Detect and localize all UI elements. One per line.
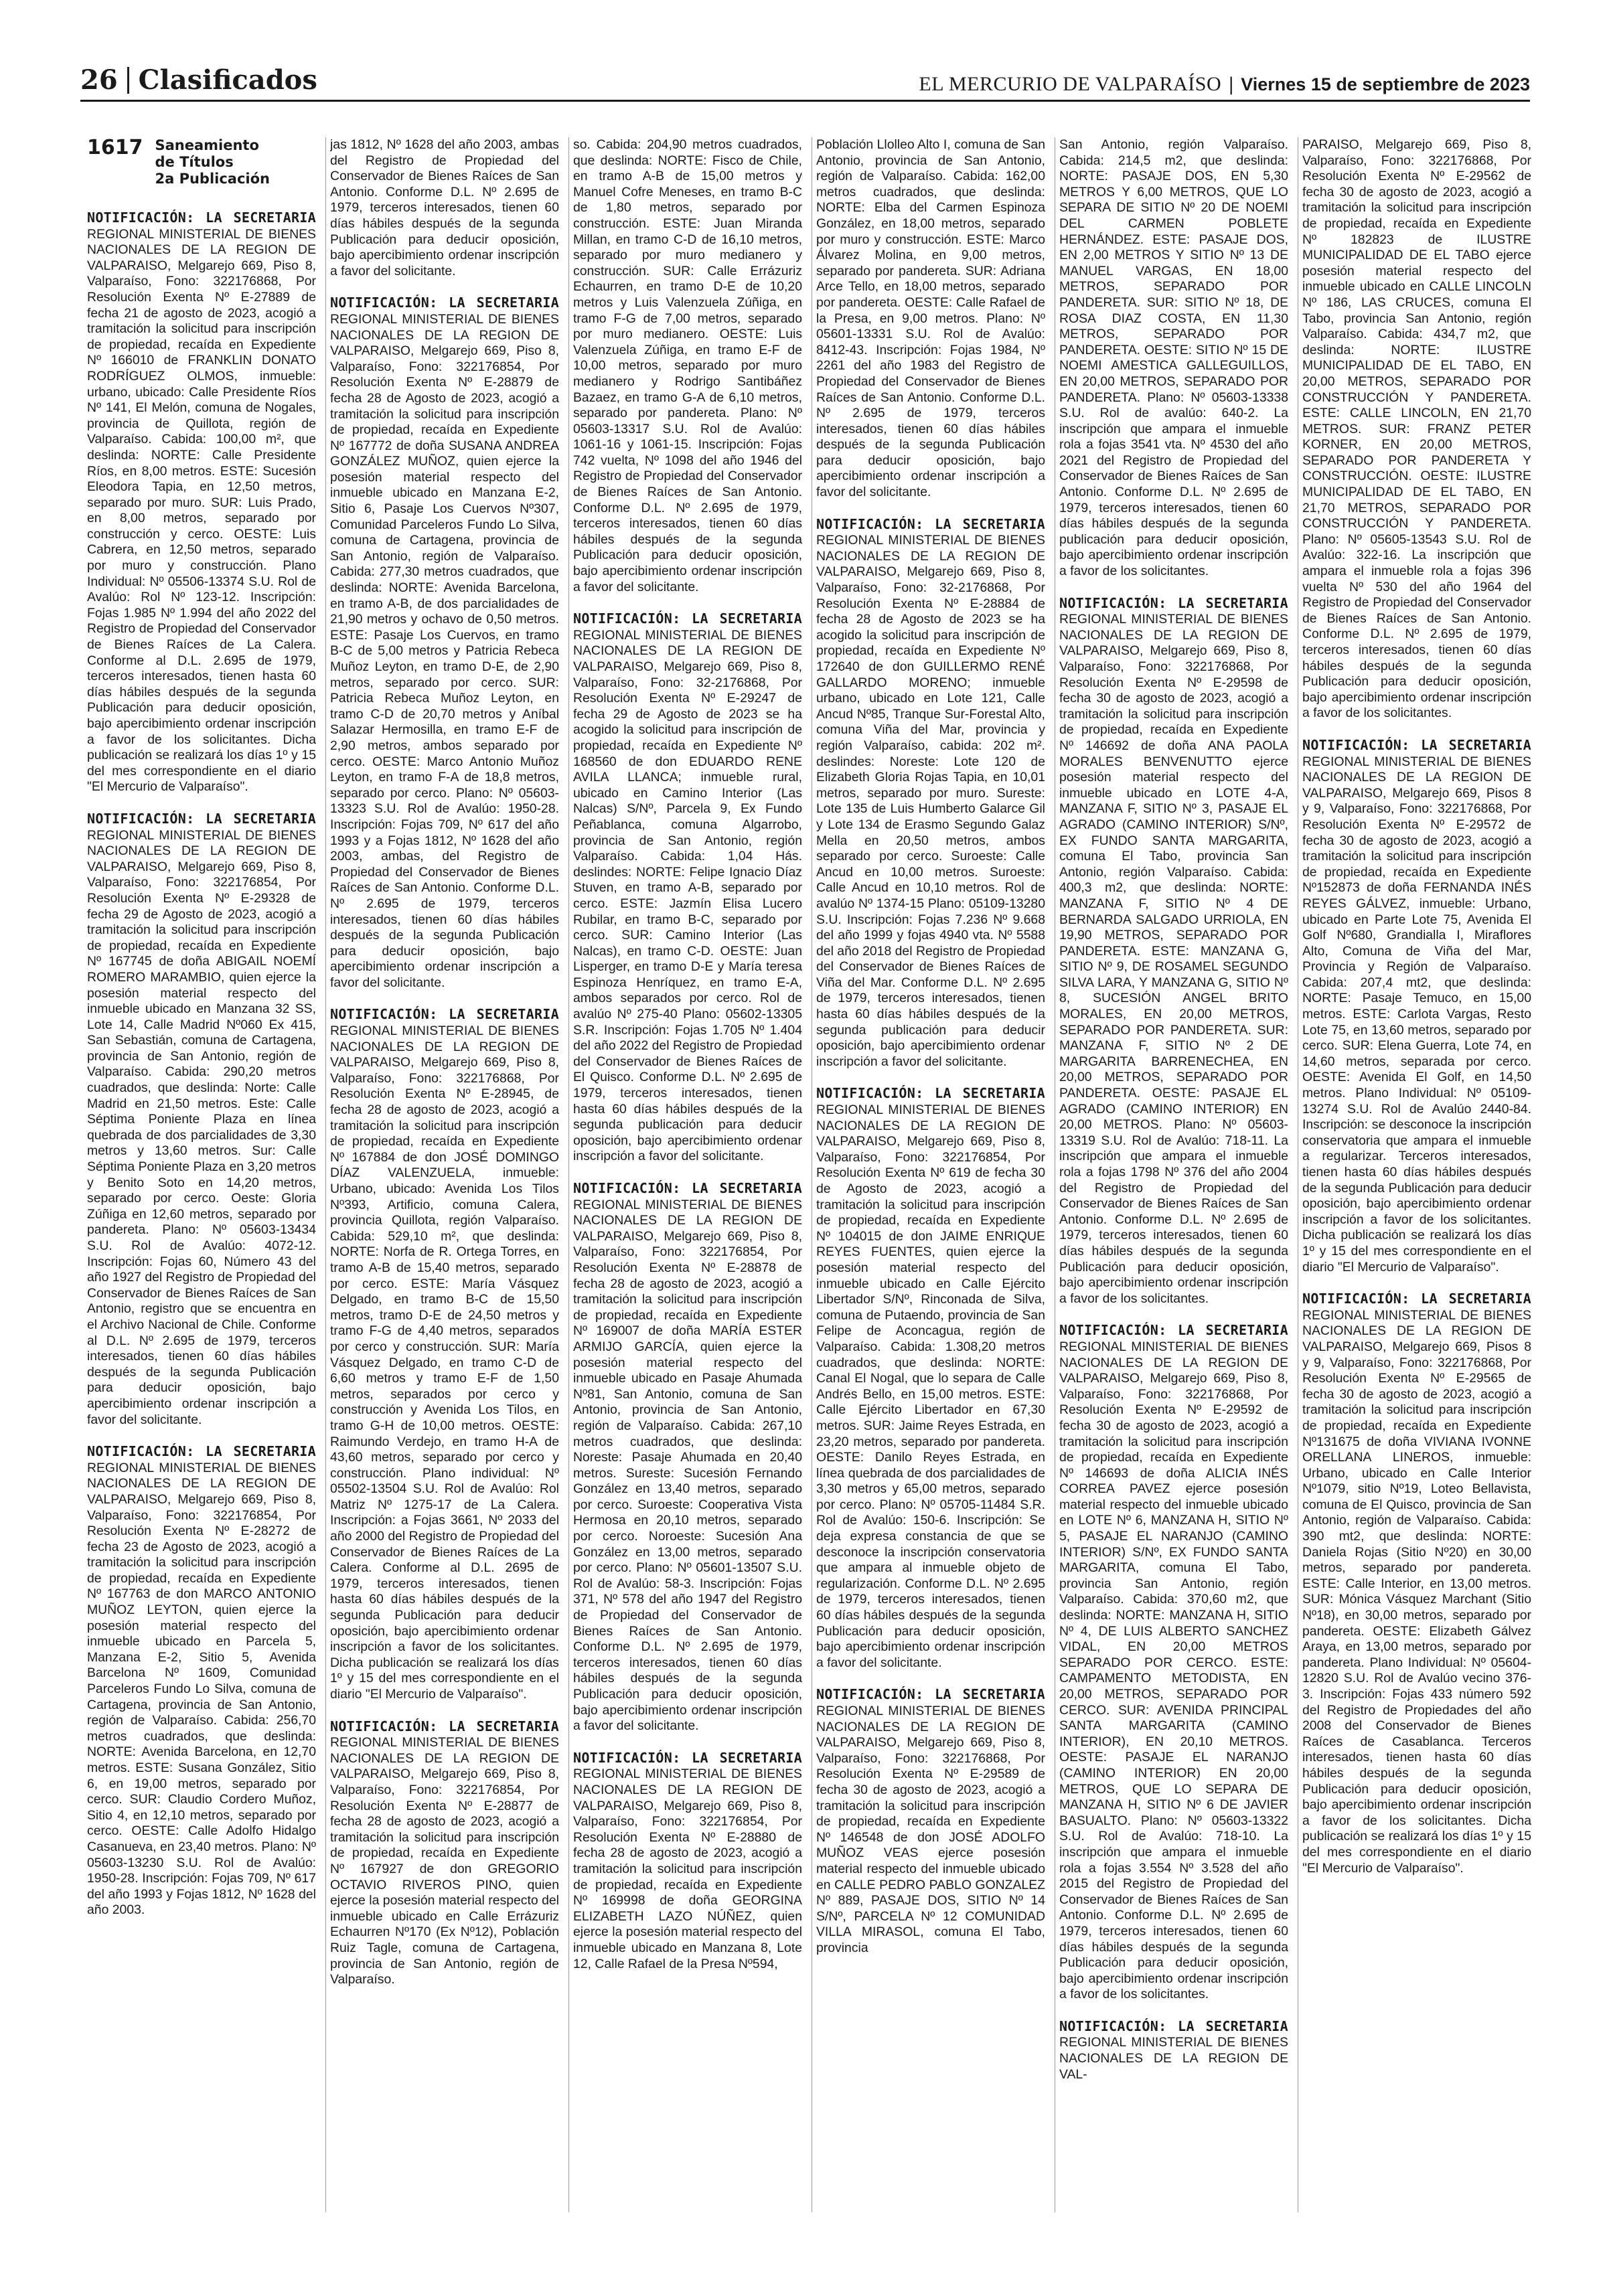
- column-1: [87, 137, 316, 2212]
- page-masthead: [80, 62, 1530, 102]
- notice-text: REGIONAL MINISTERIAL DE BIENES NACIONALES DE LA REGION DE VALPARAISO, Melgarejo 669, Piso 8, Valparaíso, Fono: 322176868, Por Resolución Exenta Nº E-29598 de fecha 30 de agosto de 2023, acogió a tramitación la solicitud para inscripción de propiedad, recaída en Expediente Nº 146692 de doña ANA PAOLA MORALES BENVENUTTO ejerce posesión material respecto del inmueble ubicado en LOTE 4-A, MANZANA F, SITIO Nº 3, PASAJE EL AGRADO (CAMINO INTERIOR) S/Nº, EX FUNDO SANTA MARGARITA, comuna El Tabo, provincia San Antonio, región Valparaíso. Cabida: 400,3 m2, que deslinda: NORTE: MANZANA F, SITIO Nº 4 DE BERNARDA SALGADO URRIOLA, EN 19,90 METROS, SEPARADO POR PANDERETA. ESTE: MANZANA G, SITIO Nº 9, DE ROSAMEL SEGUNDO SILVA LARA, Y MANZANA G, SITIO Nº 8, SUCESIÓN ANGEL BRITO MORALES, EN 20,00 METROS, SEPARADO POR PANDERETA. SUR: MANZANA F, SITIO Nº 2 DE MARGARITA BARRENECHEA, EN 20,00 METROS, SEPARADO POR PANDERETA. OESTE: PASAJE EL AGRADO (CAMINO INTERIOR) EN 20,00 METROS. Plano: Nº 05603-13319 S.U. Rol de Avalúo: 718-11. La inscripción que ampara el inmueble rola a fojas 1798 Nº 376 del año 2004 del Registro de Propiedad del Conservador de Bienes Raíces de San Antonio. Conforme D.L. Nº 2.695 de 1979, terceros interesados, tienen 60 días hábiles después de la segunda Publicación para deducir oposición, bajo apercibimiento ordenar inscripción a favor de los solicitantes.: [1059, 612, 1288, 1306]
- notice: [816, 517, 1045, 1070]
- notice-text: REGIONAL MINISTERIAL DE BIENES NACIONALES DE LA REGION DE VALPARAISO, Melgarejo 669, Piso 8, Valparaíso, Fono: 322176854, Por Resolución Exenta Nº E-28877 de fecha 28 de agosto de 2023, acogió a tramitación la solicitud para inscripción de propiedad, recaída en Expediente Nº 167927 de don GREGORIO OCTAVIO RIVEROS PINO, quien ejerce la posesión material respecto del inmueble ubicado en Calle Errázuriz Echaurren Nº170 (Ex Nº12), Población Ruiz Tagle, comuna de Cartagena, provincia de San Antonio, región de Valparaíso.: [330, 1735, 559, 1987]
- notice: [573, 137, 802, 595]
- notice-text: REGIONAL MINISTERIAL DE BIENES NACIONALES DE LA REGION DE VALPARAISO, Melgarejo 669, Piso 8, Valparaíso, Fono: 322176868, Por Resolución Exenta Nº E-28945, de fecha 28 de agosto de 2023, acogió a tramitación la solicitud para inscripción de propiedad, recaída en Expediente Nº 167884 de don JOSÉ DOMINGO DÍAZ VALENZUELA, inmueble: Urbano, ubicado: Avenida Los Tilos Nº393, Artificio, comuna Calera, provincia Quillota, región Valparaíso. Cabida: 529,10 m², que deslinda: NORTE: Norfa de R. Ortega Torres, en tramo A-B de 15,40 metros, separado por cerco. ESTE: María Vásquez Delgado, en tramo B-C de 15,50 metros, tramo D-E de 24,50 metros y tramo F-G de 4,40 metros, separados por cerco y construcción. SUR: María Vásquez Delgado, en tramo C-D de 6,60 metros y tramo E-F de 1,50 metros, separados por cerco y construcción y Avenida Los Tilos, en tramo G-H de 10,00 metros. OESTE: Raimundo Verdejo, en tramo H-A de 43,60 metros, separado por cerco y construcción. Plano individual: Nº 05502-13504 S.U. Rol de Avalúo: Rol Matriz Nº 1275-17 de La Calera. Inscripción: a Fojas 3661, Nº 2033 del año 2000 del Registro de Propiedad del Conservador de Bienes Raíces de La Calera. Conforme al D.L. 2695 de 1979, terceros interesados, tienen hasta 60 días hábiles después de la segunda Publicación para deducir oposición, bajo apercibimiento ordenar inscripción a favor de los solicitantes. Dicha publicación se realizará los días 1º y 15 del mes correspondiente en el diario "El Mercurio de Valparaíso".: [330, 1023, 559, 1702]
- notice-heading: NOTIFICACIÓN: LA SECRETARIA: [87, 210, 316, 226]
- notice-heading: NOTIFICACIÓN: LA SECRETARIA: [573, 1180, 802, 1196]
- column-4: [816, 137, 1045, 2212]
- category-subtitle: 2a Publicación: [155, 171, 271, 187]
- masthead-divider: [127, 67, 129, 94]
- section-title: Clasificados: [138, 64, 317, 96]
- notice-heading: NOTIFICACIÓN: LA SECRETARIA: [573, 610, 802, 627]
- page-number: 26: [80, 64, 118, 96]
- notice-heading: NOTIFICACIÓN: LA SECRETARIA: [1059, 2018, 1288, 2034]
- notice: [1059, 1323, 1288, 2003]
- notice: [87, 811, 316, 1428]
- column-3: [573, 137, 802, 2212]
- notice: [1059, 596, 1288, 1307]
- notice-text: REGIONAL MINISTERIAL DE BIENES NACIONALES DE LA REGION DE VALPARAISO, Melgarejo 669, Pisos 8 y 9, Valparaíso, Fono: 322176868, Por Resolución Exenta Nº E-29572 de fecha 30 de agosto de 2023, acogió a tramitación la solicitud para inscripción de propiedad, recaída en Expediente Nº152873 de doña FERNANDA INÉS REYES GÁLVEZ, inmueble: Urbano, ubicado en Parte Lote 75, Avenida El Golf Nº680, Grandialla I, Miraflores Alto, Comuna de Viña del Mar, Provincia y Región de Valparaíso. Cabida: 207,4 mt2, que deslinda: NORTE: Pasaje Temuco, en 15,00 metros. ESTE: Carlota Vargas, Resto Lote 75, en 13,60 metros, separado por cerco. SUR: Elena Guerra, Lote 74, en 14,60 metros, separada por cerco. OESTE: Avenida El Golf, en 14,50 metros. Plano Individual: Nº 05109-13274 S.U. Rol de Avalúo 2440-84. Inscripción: se desconoce la inscripción conservatoria que ampara el inmueble a regularizar. Terceros interesados, tienen hasta 60 días hábiles después de la segunda Publicación para deducir oposición, bajo apercibimiento ordenar inscripción a favor de los solicitantes. Dicha publicación se realizará los días 1º y 15 del mes correspondiente en el diario "El Mercurio de Valparaíso".: [1302, 754, 1531, 1275]
- column-5: [1059, 137, 1288, 2212]
- notice-heading: NOTIFICACIÓN: LA SECRETARIA: [330, 295, 559, 311]
- masthead-left: [80, 64, 317, 96]
- column-divider: [568, 137, 569, 2212]
- notice-text: REGIONAL MINISTERIAL DE BIENES NACIONALES DE LA REGION DE VALPARAISO, Melgarejo 669, Piso 8, Valparaíso, Fono: 322176854, Por Resolución Exenta Nº E-29328 de fecha 29 de Agosto de 2023, acogió a tramitación la solicitud para inscripción de propiedad, recaída en Expediente Nº 167745 de doña ABIGAIL NOEMÍ ROMERO MARAMBIO, quien ejerce la posesión material respecto del inmueble ubicado en Manzana 32 SS, Lote 14, Calle Madrid Nº060 Ex 415, San Sebastián, comuna de Cartagena, provincia de San Antonio, región de Valparaíso. Cabida: 290,20 metros cuadrados, que deslinda: Norte: Calle Madrid en 21,50 metros. Este: Calle Séptima Poniente Plaza en línea quebrada de dos parcialidades de 3,30 metros y 13,60 metros. Sur: Calle Séptima Poniente Plaza en 3,20 metros y Benito Soto en 14,20 metros, separado por cerco. Oeste: Gloria Zúñiga en 12,60 metros, separado por pandereta. Plano: Nº 05603-13434 S.U. Rol de Avalúo: 4072-12. Inscripción: Fojas 60, Número 43 del año 1927 del Registro de Propiedad del Conservador de Bienes Raíces de San Antonio, registro que se encuentra en el Archivo Nacional de Chile. Conforme al D.L. Nº 2.695 de 1979, terceros interesados, tienen 60 días hábiles después de la segunda Publicación para deducir oposición, bajo apercibimiento ordenar inscripción a favor del solicitante.: [87, 827, 316, 1427]
- masthead-bar: |: [1228, 74, 1235, 95]
- notice-heading: NOTIFICACIÓN: LA SECRETARIA: [330, 1718, 559, 1734]
- notice-heading: NOTIFICACIÓN: LA SECRETARIA: [87, 1443, 316, 1460]
- classifieds-columns: [87, 137, 1530, 2212]
- notice-text: REGIONAL MINISTERIAL DE BIENES NACIONALES DE LA REGION DE VALPARAISO, Melgarejo 669, Piso 8, Valparaíso, Fono: 322176854, Por Resolución Exenta Nº E-28879 de fecha 28 de Agosto de 2023, acogió a tramitación la solicitud para inscripción de propiedad, recaída en Expediente Nº 167772 de doña SUSANA ANDREA GONZÁLEZ MUÑOZ, quien ejerce la posesión material respecto del inmueble ubicado en Manzana E-2, Sitio 6, Pasaje Los Cuervos Nº307, Comunidad Parceleros Fundo Lo Silva, comuna de Cartagena, provincia de San Antonio, región de Valparaíso. Cabida: 277,30 metros cuadrados, que deslinda: NORTE: Avenida Barcelona, en tramo A-B, de dos parcialidades de 21,90 metros y ochavo de 0,50 metros. ESTE: Pasaje Los Cuervos, en tramo B-C de 5,00 metros y Patricia Rebeca Muñoz Leyton, en tramo D-E, de 2,90 metros, separado por cerco. SUR: Patricia Rebeca Muñoz Leyton, en tramo C-D de 20,70 metros y Aníbal Salazar Hermosilla, en tramo E-F de 2,90 metros, ambos separado por cerco. OESTE: Marco Antonio Muñoz Leyton, en tramo F-A de 18,8 metros, separado por cerco. Plano: Nº 05603-13323 S.U. Rol de Avalúo: 1950-28. Inscripción: Fojas 709, Nº 617 del año 1993 y a Fojas 1812, Nº 1628 del año 2003, ambas, del Registro de Propiedad del Conservador de Bienes Raíces de San Antonio. Conforme D.L. Nº 2.695 de 1979, terceros interesados, tienen 60 días hábiles después de la segunda Publicación para deducir oposición, bajo apercibimiento ordenar inscripción a favor del solicitante.: [330, 311, 559, 990]
- notice-heading: NOTIFICACIÓN: LA SECRETARIA: [816, 1686, 1045, 1703]
- notice-heading: NOTIFICACIÓN: LA SECRETARIA: [1302, 736, 1531, 753]
- notice: [573, 611, 802, 1165]
- notice-text: REGIONAL MINISTERIAL DE BIENES NACIONALES DE LA REGION DE VALPARAISO, Melgarejo 669, Piso 8, Valparaíso, Fono: 32-2176868, Por Resolución Exenta Nº E-29247 de fecha 29 de Agosto de 2023 se ha acogido la solicitud para inscripción de propiedad, recaída en Expediente Nº 168560 de don EDUARDO RENE AVILA LLANCA; inmueble rural, ubicado en Camino Interior (Las Nalcas) S/Nº, Parcela 9, Ex Fundo Peñablanca, comuna Algarrobo, provincia de San Antonio, región Valparaíso. Cabida: 1,04 Hás. deslindes: NORTE: Felipe Ignacio Díaz Stuven, en tramo A-B, separado por cerco. ESTE: Jazmín Elisa Lucero Rubilar, en tramo B-C, separado por cerco. SUR: Camino Interior (Las Nalcas), en tramo C-D. OESTE: Juan Lisperger, en tramo D-E y María teresa Espinoza Henríquez, en tramo E-A, ambos separados por cerco. Rol de avalúo Nº 275-40 Plano: 05602-13305 S.R. Inscripción: Fojas 1.705 Nº 1.404 del año 2022 del Registro de Propiedad del Conservador de Bienes Raíces de El Quisco. Conforme D.L. Nº 2.695 de 1979, terceros interesados, tienen hasta 60 días hábiles después de la segunda publicación para deducir oposición, bajo apercibimiento ordenar inscripción a favor del solicitante.: [573, 627, 802, 1164]
- notice-heading: NOTIFICACIÓN: LA SECRETARIA: [816, 515, 1045, 532]
- notice: [87, 1444, 316, 1918]
- notice-heading: NOTIFICACIÓN: LA SECRETARIA: [816, 1085, 1045, 1102]
- notice-heading: NOTIFICACIÓN: LA SECRETARIA: [87, 810, 316, 827]
- notice-text: so. Cabida: 204,90 metros cuadrados, que deslinda: NORTE: Fisco de Chile, en tramo A-B de 15,00 metros y Manuel Cofre Meneses, en tramo B-C de 1,80 metros, separado por construcción. ESTE: Juan Miranda Millan, en tramo C-D de 16,10 metros, separado por muro medianero y construcción. SUR: Calle Errázuriz Echaurren, en tramo D-E de 10,20 metros y Luis Valenzuela Zúñiga, en tramo F-G de 7,00 metros, separado por muro medianero. OESTE: Luis Valenzuela Zúñiga, en tramo E-F de 10,00 metros, separado por muro medianero y Rodrigo Santibáñez Bazaez, en tramo G-A de 6,10 metros, separado por pandereta. Plano: Nº 05603-13317 S.U. Rol de Avalúo: 1061-16 y 1061-15. Inscripción: Fojas 742 vuelta, Nº 1098 del año 1946 del Registro de Propiedad del Conservador de Bienes Raíces de San Antonio. Conforme D.L. Nº 2.695 de 1979, terceros interesados, tienen 60 días hábiles después de la segunda Publicación para deducir oposición, bajo apercibimiento ordenar inscripción a favor del solicitante.: [573, 137, 802, 594]
- notice-text: Población Llolleo Alto I, comuna de San Antonio, provincia de San Antonio, región de Valparaíso. Cabida: 162,00 metros cuadrados, que deslinda: NORTE: Elba del Carmen Espinoza González, en 18,00 metros, separado por muro y construcción. ESTE: Marco Álvarez Molina, en 9,00 metros, separado por pandereta. SUR: Adriana Arce Tello, en 18,00 metros, separado por pandereta. OESTE: Calle Rafael de la Presa, en 9,00 metros. Plano: Nº 05601-13331 S.U. Rol de Avalúo: 8412-43. Inscripción: Fojas 1984, Nº 2261 del año 1983 del Registro de Propiedad del Conservador de Bienes Raíces de San Antonio. Conforme D.L. Nº 2.695 de 1979, terceros interesados, tienen 60 días hábiles después de la segunda Publicación para deducir oposición, bajo apercibimiento ordenar inscripción a favor del solicitante.: [816, 137, 1045, 500]
- notice-text: REGIONAL MINISTERIAL DE BIENES NACIONALES DE LA REGION DE VALPARAISO, Melgarejo 669, Pisos 8 y 9, Valparaíso, Fono: 322176868, Por Resolución Exenta Nº E-29565 de fecha 30 de agosto de 2023, acogió a tramitación la solicitud para inscripción de propiedad, recaída en Expediente Nº131675 de doña VIVIANA IVONNE ORELLANA LINEROS, inmueble: Urbano, ubicado en Calle Interior Nº1079, sitio Nº19, Loteo Bellavista, comuna de El Quisco, provincia de San Antonio, región de Valparaíso. Cabida: 390 mt2, que deslinda: NORTE: Daniela Rojas (Sitio Nº20) en 30,00 metros, separado por pandereta. ESTE: Calle Interior, en 13,00 metros. SUR: Mónica Vásquez Marchant (Sitio Nº18), en 30,00 metros, separado por pandereta. OESTE: Elizabeth Gálvez Araya, en 13,00 metros, separado por pandereta. Plano Individual: Nº 05604-12820 S.U. Rol de Avalúo vecino 376-3. Inscripción: Fojas 433 número 592 del Registro de Propiedades del año 2008 del Conservador de Bienes Raíces de Casablanca. Terceros interesados, tienen hasta 60 días hábiles después de la segunda Publicación para deducir oposición, bajo apercibimiento ordenar inscripción a favor de los solicitantes. Dicha publicación se realizará los días 1º y 15 del mes correspondiente en el diario "El Mercurio de Valparaíso".: [1302, 1307, 1531, 1876]
- newspaper-name: EL MERCURIO DE VALPARAÍSO: [919, 73, 1222, 95]
- notice-text: REGIONAL MINISTERIAL DE BIENES NACIONALES DE LA REGION DE VALPARAISO, Melgarejo 669, Piso 8, Valparaíso, Fono: 322176854, Por Resolución Exenta Nº E-28880 de fecha 28 de agosto de 2023, acogió a tramitación la solicitud para inscripción de propiedad, recaída en Expediente Nº 169998 de doña GEORGINA ELIZABETH LAZO NÚÑEZ, quien ejerce la posesión material respecto del inmueble ubicado en Manzana 8, Lote 12, Calle Rafael de la Presa Nº594,: [573, 1767, 802, 1971]
- notice: [330, 1719, 559, 1988]
- notice-heading: NOTIFICACIÓN: LA SECRETARIA: [1302, 1291, 1531, 1307]
- notice: [1059, 137, 1288, 580]
- category-title-line-2: de Títulos: [155, 154, 234, 170]
- masthead-right: [919, 73, 1530, 96]
- issue-date: Viernes 15 de septiembre de 2023: [1241, 74, 1530, 94]
- category-header: [87, 137, 316, 210]
- notice-text: REGIONAL MINISTERIAL DE BIENES NACIONALES DE LA REGION DE VAL-: [1059, 2035, 1288, 2082]
- notice-text: REGIONAL MINISTERIAL DE BIENES NACIONALES DE LA REGION DE VALPARAISO, Melgarejo 669, Piso 8, Valparaíso, Fono: 322176854, Por Resolución Exenta Nº 619 de fecha 30 de Agosto de 2023, acogió a tramitación la solicitud para inscripción de propiedad, recaída en Expediente Nº 104015 de don JAIME ENRIQUE REYES FUENTES, quien ejerce la posesión material respecto del inmueble ubicado en Calle Ejército Libertador S/Nº, Rinconada de Silva, comuna de Putaendo, provincia de San Felipe de Aconcagua, región de Valparaíso. Cabida: 1.308,20 metros cuadrados, que deslinda: NORTE: Canal El Nogal, que lo separa de Calle Andrés Bello, en 15,00 metros. ESTE: Calle Ejército Libertador en 67,30 metros. SUR: Jaime Reyes Estrada, en 23,20 metros, separado por pandereta. OESTE: Danilo Reyes Estrada, en línea quebrada de dos parcialidades de 3,30 metros y 65,00 metros, separado por cerco. Plano: Nº 05705-11484 S.R. Rol de Avalúo: 150-6. Inscripción: Se deja expresa constancia de que se desconoce la inscripción conservatoria que ampara al inmueble objeto de regularización. Conforme D.L. Nº 2.695 de 1979, terceros interesados, tienen 60 días hábiles después de la segunda Publicación para deducir oposición, bajo apercibimiento ordenar inscripción a favor del solicitante.: [816, 1102, 1045, 1670]
- notice: [816, 1086, 1045, 1671]
- notice-text: REGIONAL MINISTERIAL DE BIENES NACIONALES DE LA REGION DE VALPARAISO, Melgarejo 669, Piso 8, Valparaíso, Fono: 322176854, Por Resolución Exenta Nº E-28272 de fecha 23 de Agosto de 2023, acogió a tramitación la solicitud para inscripción de propiedad, recaída en Expediente Nº 167763 de don MARCO ANTONIO MUÑOZ LEYTON, quien ejerce la posesión material respecto del inmueble ubicado en Parcela 5, Manzana E-2, Sitio 5, Avenida Barcelona Nº 1609, Comunidad Parceleros Fundo Lo Silva, comuna de Cartagena, provincia de San Antonio, región de Valparaíso. Cabida: 256,70 metros cuadrados, que deslinda: NORTE: Avenida Barcelona, en 12,70 metros. ESTE: Susana González, Sitio 6, en 19,00 metros, separado por cerco. SUR: Claudio Cordero Muñoz, Sitio 4, en 12,10 metros, separado por cerco. OESTE: Calle Adolfo Hidalgo Casanueva, en 23,40 metros. Plano: Nº 05603-13230 S.U. Rol de Avalúo: 1950-28. Inscripción: Fojas 709, Nº 617 del año 1993 y Fojas 1812, Nº 1628 del año 2003.: [87, 1460, 316, 1918]
- notice-heading: NOTIFICACIÓN: LA SECRETARIA: [1059, 1322, 1288, 1339]
- column-2: [330, 137, 559, 2212]
- category-title-line-1: Saneamiento: [155, 137, 259, 153]
- notice: [87, 210, 316, 795]
- notice-text: REGIONAL MINISTERIAL DE BIENES NACIONALES DE LA REGION DE VALPARAISO, Melgarejo 669, Piso 8, Valparaíso, Fono: 322176868, Por Resolución Exenta Nº E-29589 de fecha 30 de agosto de 2023, acogió a tramitación la solicitud para inscripción de propiedad, recaída en Expediente Nº 146548 de don JOSÉ ADOLFO MUÑOZ VEAS ejerce posesión material respecto del inmueble ubicado en CALLE PEDRO PABLO GONZALEZ Nº 889, PASAJE DOS, SITIO Nº 14 S/Nº, PARCELA Nº 12 COMUNIDAD VILLA MIRASOL, comuna El Tabo, provincia: [816, 1704, 1045, 1955]
- notice: [573, 1750, 802, 1972]
- category-code: 1617: [87, 137, 143, 159]
- notice-heading: NOTIFICACIÓN: LA SECRETARIA: [1059, 594, 1288, 611]
- notice: [816, 137, 1045, 501]
- notice-text: San Antonio, región Valparaíso. Cabida: 214,5 m2, que deslinda: NORTE: PASAJE DOS, EN 5,30 METROS Y 6,00 METROS, QUE LO SEPARA DE SITIO Nº 20 DE NOEMI DEL CARMEN POBLETE HERNÁNDEZ. ESTE: PASAJE DOS, EN 2,00 METROS Y SITIO Nº 13 DE MANUEL VARGAS, EN 18,00 METROS, SEPARADO POR PANDERETA. SUR: SITIO Nº 18, DE ROSA DIAZ COSTA, EN 11,30 METROS, SEPARADO POR PANDERETA. OESTE: SITIO Nº 15 DE NOEMI AMESTICA GALLEGUILLOS, EN 20,00 METROS, SEPARADO POR PANDERETA. Plano: Nº 05603-13338 S.U. Rol de avalúo: 640-2. La inscripción que ampara el inmueble rola a fojas 3541 vta. Nº 4530 del año 2021 del Registro de Propiedad del Conservador de Bienes Raíces de San Antonio. Conforme D.L. Nº 2.695 de 1979, terceros interesados, tienen 60 días hábiles después de la segunda publicación para deducir oposición, bajo apercibimiento ordenar inscripción a favor de los solicitantes.: [1059, 137, 1288, 579]
- notice: [816, 1687, 1045, 1956]
- column-divider: [325, 137, 326, 2212]
- notice-heading: NOTIFICACIÓN: LA SECRETARIA: [330, 1006, 559, 1023]
- notice-heading: NOTIFICACIÓN: LA SECRETARIA: [573, 1749, 802, 1766]
- notice-text: REGIONAL MINISTERIAL DE BIENES NACIONALES DE LA REGION DE VALPARAISO, Melgarejo 669, Piso 8, Valparaíso, Fono: 322176868, Por Resolución Exenta Nº E-29592 de fecha 30 de agosto de 2023, acogió a tramitación la solicitud para inscripción de propiedad, recaída en Expediente Nº 146693 de doña ALICIA INÉS CORREA PAVEZ ejerce posesión material respecto del inmueble ubicado en LOTE Nº 6, MANZANA H, SITIO Nº 5, PASAJE EL NARANJO (CAMINO INTERIOR) S/Nº, EX FUNDO SANTA MARGARITA, comuna El Tabo, provincia San Antonio, región Valparaíso. Cabida: 370,60 m2, que deslinda: NORTE: MANZANA H, SITIO Nº 4, DE LUIS ALBERTO SANCHEZ VIDAL, EN 20,00 METROS SEPARADO POR CERCO. ESTE: CAMPAMENTO METODISTA, EN 20,00 METROS, SEPARADO POR CERCO. SUR: AVENIDA PRINCIPAL SANTA MARGARITA (CAMINO INTERIOR), EN 20,10 METROS. OESTE: PASAJE EL NARANJO (CAMINO INTERIOR) EN 20,00 METROS, QUE LO SEPARA DE MANZANA H, SITIO Nº 6 DE JAVIER BASUALTO. Plano: Nº 05603-13322 S.U. Rol de Avalúo: 718-10. La inscripción que ampara el inmueble rola a fojas 3.554 Nº 3.528 del año 2015 del Registro de Propiedad del Conservador de Bienes Raíces de San Antonio. Conforme D.L. Nº 2.695 de 1979, terceros interesados, tienen 60 días hábiles después de la segunda Publicación para deducir oposición, bajo apercibimiento ordenar inscripción a favor de los solicitantes.: [1059, 1339, 1288, 2002]
- notice: [1059, 2019, 1288, 2082]
- notice: [573, 1181, 802, 1734]
- notice: [330, 137, 559, 279]
- notice: [1302, 137, 1531, 722]
- category-title-block: [155, 137, 271, 187]
- notice-text: jas 1812, Nº 1628 del año 2003, ambas del Registro de Propiedad del Conservador de Bienes Raíces de San Antonio. Conforme D.L. Nº 2.695 de 1979, terceros interesados, tienen 60 días hábiles después de la segunda Publicación para deducir oposición, bajo apercibimiento ordenar inscripción a favor del solicitante.: [330, 137, 559, 278]
- column-6: [1302, 137, 1531, 2212]
- notice: [1302, 738, 1531, 1275]
- notice: [1302, 1291, 1531, 1876]
- notice: [330, 295, 559, 991]
- notice-text: REGIONAL MINISTERIAL DE BIENES NACIONALES DE LA REGION DE VALPARAISO, Melgarejo 669, Piso 8, Valparaíso, Fono: 322176868, Por Resolución Exenta Nº E-27889 de fecha 21 de agosto de 2023, acogió a tramitación la solicitud para inscripción de propiedad, recaída en Expediente Nº 166010 de FRANKLIN DONATO RODRÍGUEZ OLMOS, inmueble: urbano, ubicado: Calle Presidente Ríos Nº 141, El Melón, comuna de Nogales, provincia de Quillota, región de Valparaíso. Cabida: 100,00 m², que deslinda: NORTE: Calle Presidente Ríos, en 8,00 metros. ESTE: Sucesión Eleodora Tapia, en 12,50 metros, separado por muro. SUR: Luis Prado, en 8,00 metros, separado por construcción y cerco. OESTE: Luis Cabrera, en 12,50 metros, separado por muro y construcción. Plano Individual: Nº 05506-13374 S.U. Rol de Avalúo: Rol Nº 123-12. Inscripción: Fojas 1.985 Nº 1.994 del año 2022 del Registro de Propiedad del Conservador de Bienes Raíces de La Calera. Conforme al D.L. 2.695 de 1979, terceros interesados, tienen hasta 60 días hábiles después de la segunda Publicación para deducir oposición, bajo apercibimiento ordenar inscripción a favor de los solicitantes. Dicha publicación se realizará los días 1º y 15 del mes correspondiente en el diario "El Mercurio de Valparaíso".: [87, 226, 316, 795]
- notice: [330, 1007, 559, 1702]
- notice-text: REGIONAL MINISTERIAL DE BIENES NACIONALES DE LA REGION DE VALPARAISO, Melgarejo 669, Piso 8, Valparaíso, Fono: 322176854, Por Resolución Exenta Nº E-28878 de fecha 28 de agosto de 2023, acogió a tramitación la solicitud para inscripción de propiedad, recaída en Expediente Nº 169007 de doña MARÍA ESTER ARMIJO GARCÍA, quien ejerce la posesión material respecto del inmueble ubicado en Pasaje Ahumada Nº81, San Antonio, comuna de San Antonio, provincia de San Antonio, región de Valparaíso. Cabida: 267,10 metros cuadrados, que deslinda: Noreste: Pasaje Ahumada en 20,40 metros. Sureste: Sucesión Fernando González en 13,40 metros, separado por cerco. Suroeste: Cooperativa Vista Hermosa en 20,10 metros, separado por cerco. Noroeste: Sucesión Ana González en 13,00 metros, separado por cerco. Plano: Nº 05601-13507 S.U. Rol de Avalúo: 58-3. Inscripción: Fojas 371, Nº 578 del año 1947 del Registro de Propiedad del Conservador de Bienes Raíces de San Antonio. Conforme D.L. Nº 2.695 de 1979, terceros interesados, tienen 60 días hábiles después de la segunda Publicación para deducir oposición, bajo apercibimiento ordenar inscripción a favor del solicitante.: [573, 1197, 802, 1734]
- notice-text: REGIONAL MINISTERIAL DE BIENES NACIONALES DE LA REGION DE VALPARAISO, Melgarejo 669, Piso 8, Valparaíso, Fono: 32-2176868, Por Resolución Exenta Nº E-28884 de fecha 28 de Agosto de 2023 se ha acogido la solicitud para inscripción de propiedad, recaída en Expediente Nº 172640 de don GUILLERMO RENÉ GALLARDO MORENO; inmueble urbano, ubicado en Lote 121, Calle Ancud Nº85, Tranque Sur-Forestal Alto, comuna Viña del Mar, provincia y región Valparaíso, cabida: 202 m². deslindes: Noreste: Lote 120 de Elizabeth Gloria Rojas Tapia, en 10,01 metros, separado por muro. Sureste: Lote 135 de Luis Humberto Galarce Gil y Lote 134 de Erasmo Segundo Galaz Mella en 20,50 metros, ambos separado por cerco. Suroeste: Calle Ancud en 10,00 metros. Suroeste: Calle Ancud en 10,10 metros. Rol de avalúo Nº 1374-15 Plano: 05109-13280 S.U. Inscripción: Fojas 7.236 Nº 9.668 del año 1999 y fojas 4940 vta. Nº 5588 del año 2018 del Registro de Propiedad del Conservador de Bienes Raíces de Viña del Mar. Conforme D.L. Nº 2.695 de 1979, terceros interesados, tienen hasta 60 días hábiles después de la segunda publicación para deducir oposición, bajo apercibimiento ordenar inscripción a favor del solicitante.: [816, 533, 1045, 1069]
- notice-text: PARAISO, Melgarejo 669, Piso 8, Valparaíso, Fono: 322176868, Por Resolución Exenta Nº E-29562 de fecha 30 de agosto de 2023, acogió a tramitación la solicitud para inscripción de propiedad, recaída en Expediente Nº 182823 de ILUSTRE MUNICIPALIDAD DE EL TABO ejerce posesión material respecto del inmueble ubicado en CALLE LINCOLN Nº 186, LAS CRUCES, comuna El Tabo, provincia San Antonio, región Valparaíso. Cabida: 434,7 m2, que deslinda: NORTE: ILUSTRE MUNICIPALIDAD DE EL TABO, EN 20,00 METROS, SEPARADO POR CONSTRUCCIÓN Y PANDERETA. ESTE: CALLE LINCOLN, EN 21,70 METROS. SUR: FRANZ PETER KORNER, EN 20,00 METROS, SEPARADO POR PANDERETA Y CONSTRUCCIÓN. OESTE: ILUSTRE MUNICIPALIDAD DE EL TABO, EN 21,70 METROS, SEPARADO POR CONSTRUCCIÓN Y PANDERETA. Plano: Nº 05605-13543 S.U. Rol de Avalúo: 322-16. La inscripción que ampara el inmueble rola a fojas 396 vuelta Nº 530 del año 1964 del Registro de Propiedad del Conservador de Bienes Raíces de San Antonio. Conforme D.L. Nº 2.695 de 1979, terceros interesados, tienen 60 días hábiles después de la segunda Publicación para deducir oposición, bajo apercibimiento ordenar inscripción a favor de los solicitantes.: [1302, 137, 1531, 721]
